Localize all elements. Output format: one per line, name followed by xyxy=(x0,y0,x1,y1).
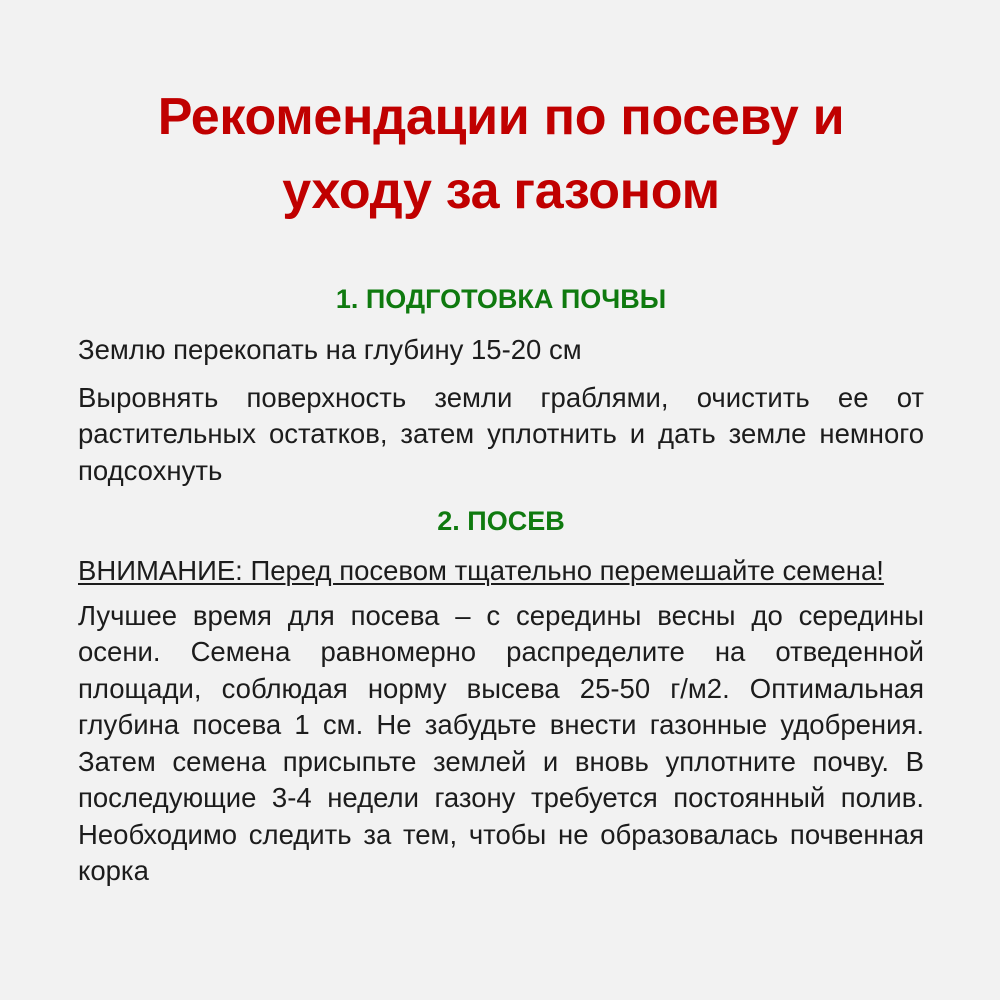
page-title: Рекомендации по посеву и уходу за газоном xyxy=(157,88,845,220)
soil-preparation-paragraph-2: Выровнять поверхность земли граблями, очистить ее от растительных остатков, затем уплотнить и дать земле немного подсохнуть xyxy=(78,381,924,486)
section-heading-soil-preparation: 1. ПОДГОТОВКА ПОЧВЫ xyxy=(335,284,667,314)
sowing-warning-text: ВНИМАНИЕ: Перед посевом тщательно перемешайте семена! xyxy=(78,555,884,586)
section-heading-sowing: 2. ПОСЕВ xyxy=(437,506,565,536)
sowing-paragraph-1: Лучшее время для посева – с середины весны до середины осени. Семена равномерно распределите на отведенной площади, соблюдая норму высева 25-50 г/м2. Оптимальная глубина посева 1 см. Не забудьте внести газонные удобрения. Затем семена присыпьте землей и вновь уплотните почву. В последующие 3-4 недели газону требуется постоянный полив. Необходимо следить за тем, чтобы не образовалась почвенная корка xyxy=(78,599,924,886)
soil-preparation-paragraph-1: Землю перекопать на глубину 15-20 см xyxy=(78,334,582,365)
